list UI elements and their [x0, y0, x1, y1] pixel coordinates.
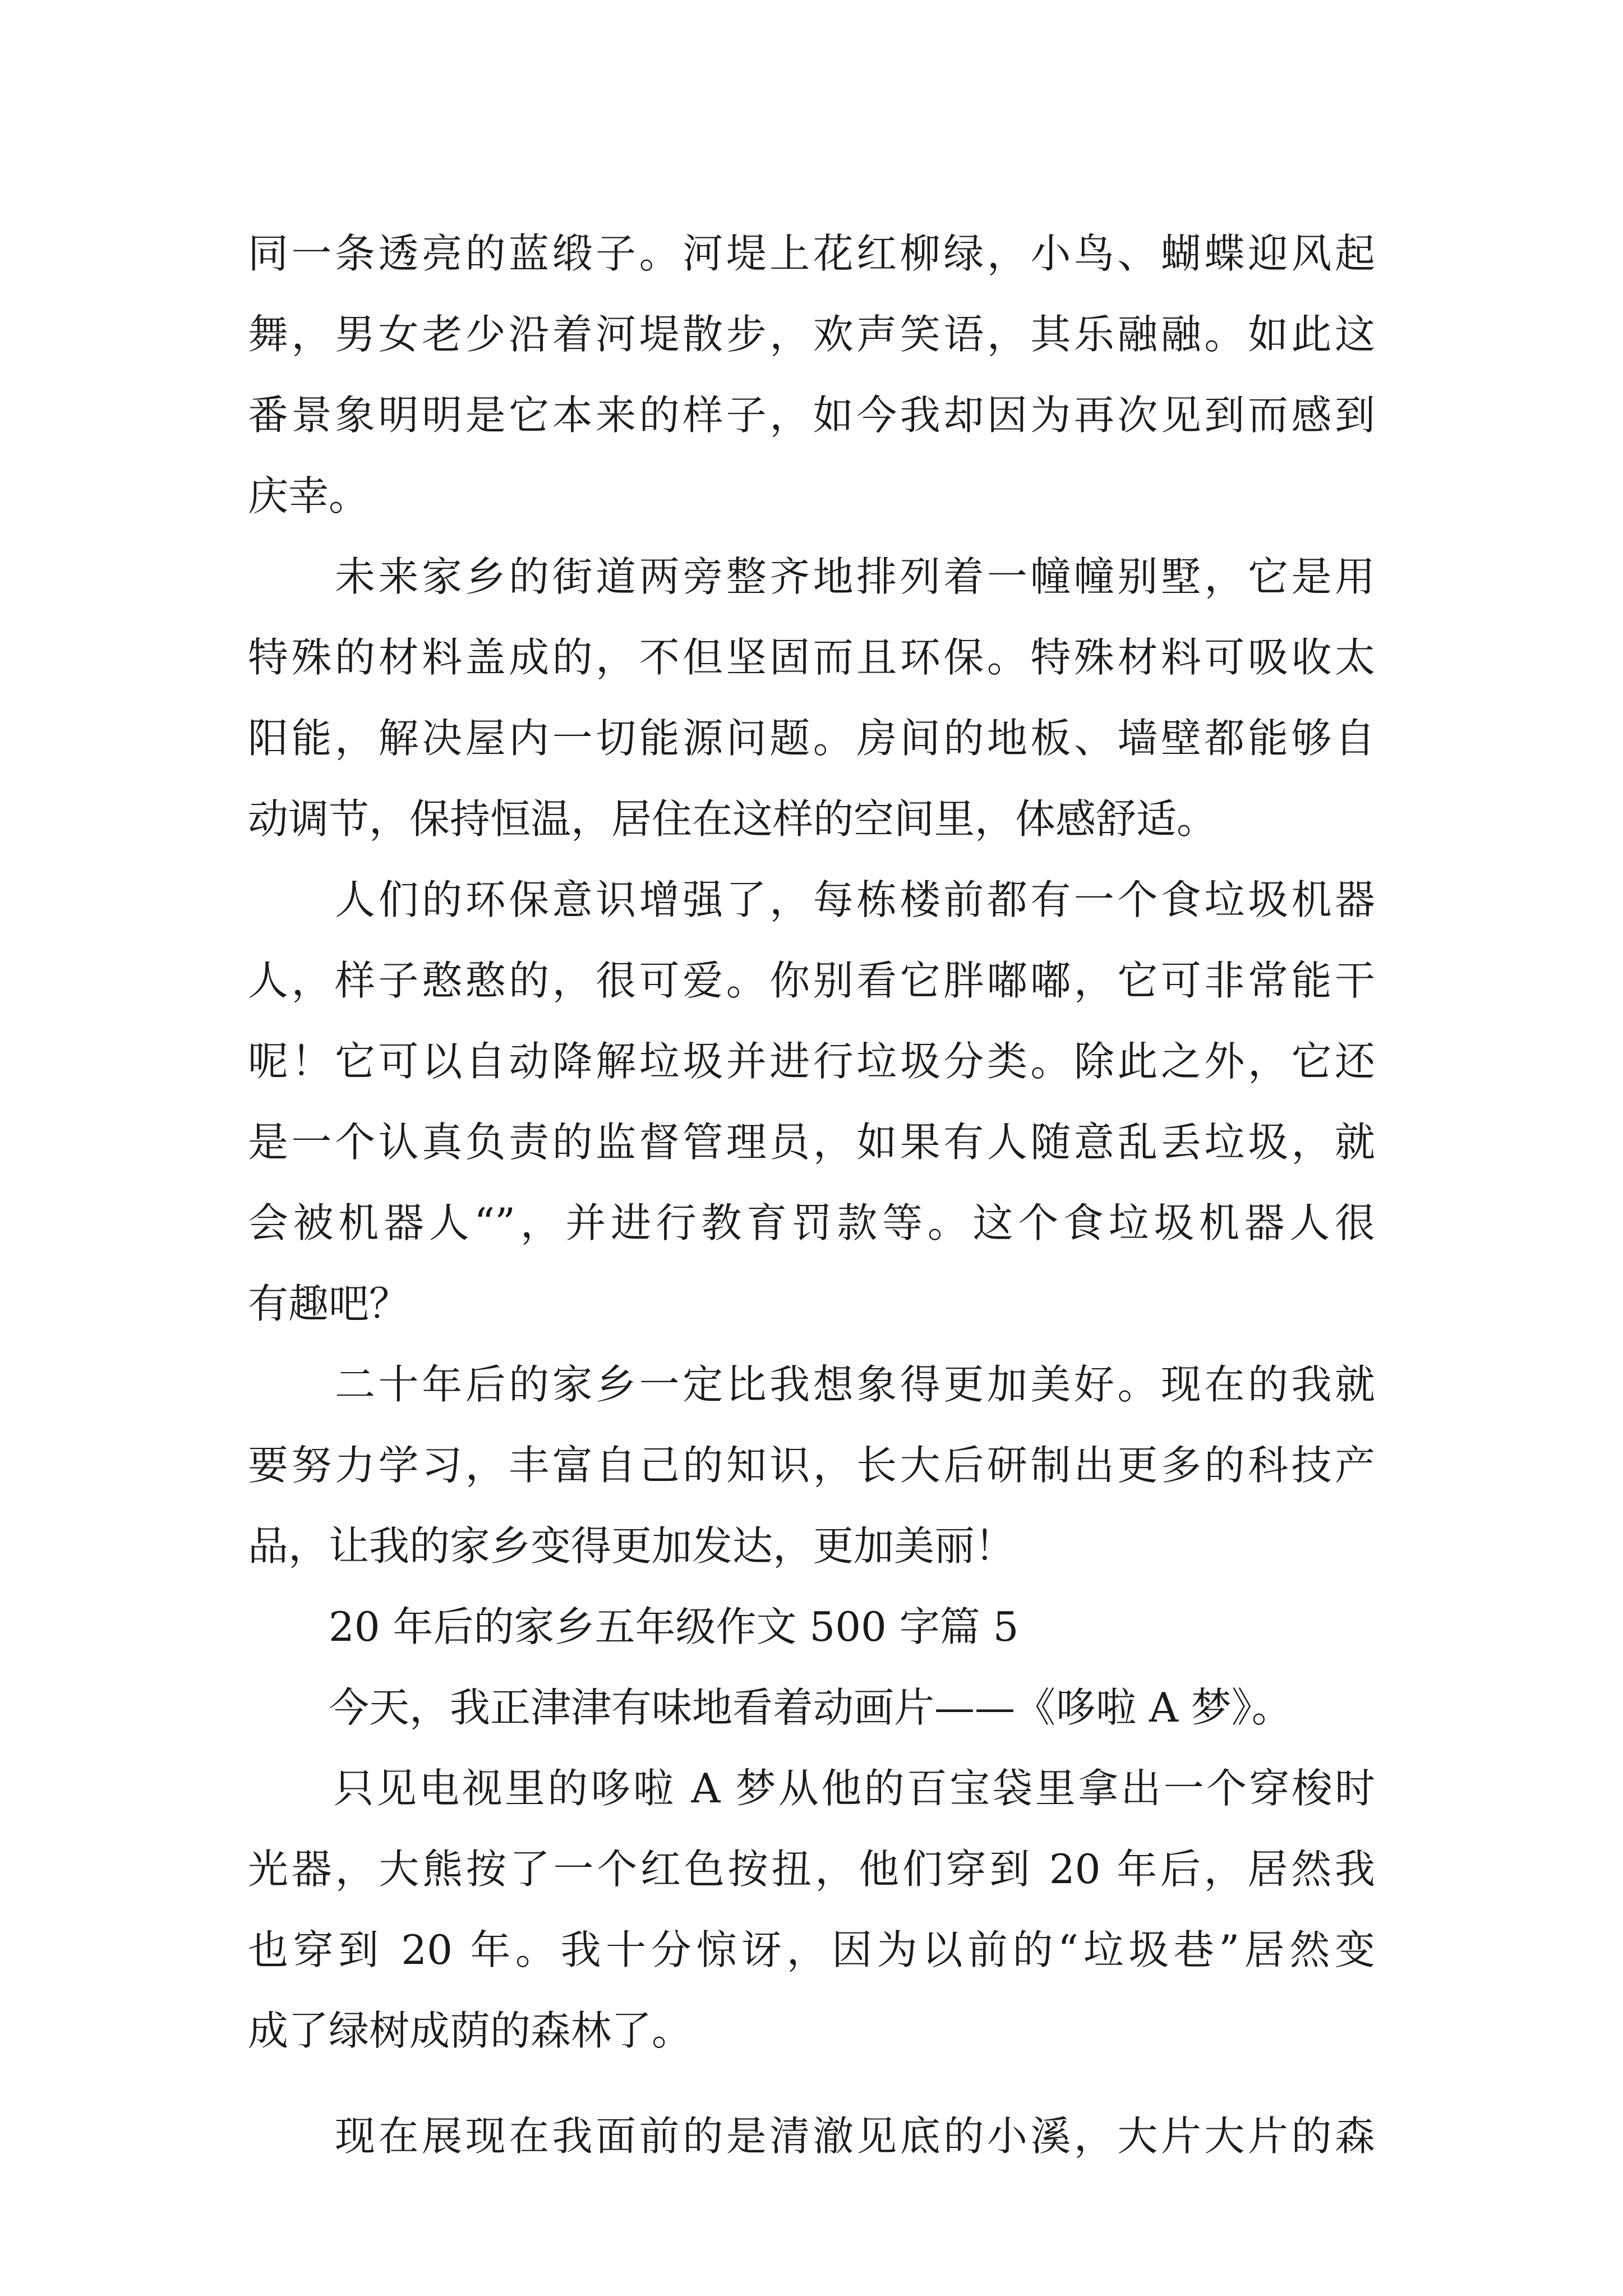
text-line: 只见电视里的哆啦 A 梦从他的百宝袋里拿出一个穿梭时	[248, 1765, 1375, 1812]
text-line: 也穿到 20 年。我十分惊讶，因为以前的“垃圾巷”居然变	[248, 1926, 1375, 1973]
text-line: 有趣吧？	[248, 1280, 410, 1327]
text-line: 成了绿树成荫的森林了。	[248, 2007, 693, 2054]
text-line: 今天，我正津津有味地看着动画片——《哆啦 A 梦》。	[248, 1684, 1292, 1731]
text-line: 阳能，解决屋内一切能源问题。房间的地板、墙壁都能够自	[248, 715, 1375, 762]
text-line: 20 年后的家乡五年级作文 500 字篇 5	[248, 1603, 1019, 1650]
text-line: 动调节，保持恒温，居住在这样的空间里，体感舒适。	[248, 795, 1218, 843]
text-line: 舞，男女老少沿着河堤散步，欢声笑语，其乐融融。如此这	[248, 311, 1375, 358]
text-line: 光器，大熊按了一个红色按扭，他们穿到 20 年后，居然我	[248, 1846, 1375, 1893]
text-line: 现在展现在我面前的是清澈见底的小溪，大片大片的森	[248, 2113, 1375, 2160]
text-line: 特殊的材料盖成的，不但坚固而且环保。特殊材料可吸收太	[248, 634, 1375, 681]
text-line: 庆幸。	[248, 472, 370, 519]
paragraph-gap	[248, 2071, 1375, 2096]
text-line: 是一个认真负责的监督管理员，如果有人随意乱丢垃圾，就	[248, 1119, 1375, 1166]
text-line: 同一条透亮的蓝缎子。河堤上花红柳绿，小鸟、蝴蝶迎风起	[248, 230, 1375, 277]
document-body	[248, 213, 1375, 2177]
text-line: 会被机器人“”，并进行教育罚款等。这个食垃圾机器人很	[248, 1199, 1375, 1246]
text-line: 人，样子憨憨的，很可爱。你别看它胖嘟嘟，它可非常能干	[248, 957, 1375, 1004]
text-line: 品，让我的家乡变得更加发达，更加美丽！	[248, 1522, 1016, 1570]
text-line: 二十年后的家乡一定比我想象得更加美好。现在的我就	[248, 1361, 1375, 1408]
text-line: 要努力学习，丰富自己的知识，长大后研制出更多的科技产	[248, 1442, 1375, 1489]
text-line: 呢！它可以自动降解垃圾并进行垃圾分类。除此之外，它还	[248, 1038, 1375, 1085]
text-line: 未来家乡的街道两旁整齐地排列着一幢幢别墅，它是用	[248, 553, 1375, 600]
text-line: 人们的环保意识增强了，每栋楼前都有一个食垃圾机器	[248, 876, 1375, 923]
text-line: 番景象明明是它本来的样子，如今我却因为再次见到而感到	[248, 392, 1375, 439]
